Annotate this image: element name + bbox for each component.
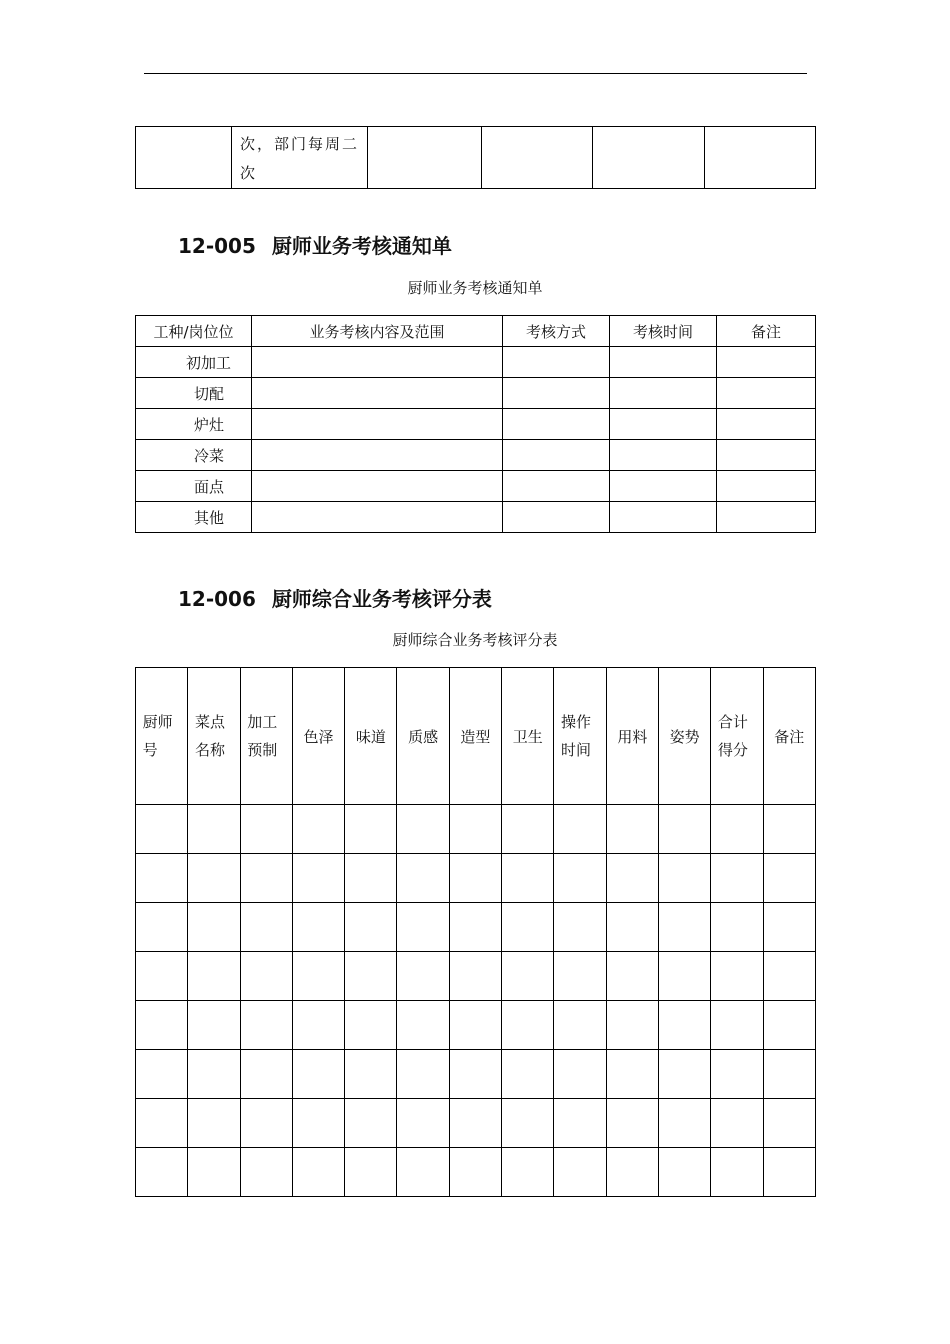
table-cell [136,1099,188,1148]
table-cell [449,952,501,1001]
table-cell [610,440,717,471]
row-label: 切配 [136,378,252,409]
table-cell [240,805,292,854]
table-cell [449,854,501,903]
table-cell [610,347,717,378]
column-header: 造型 [449,668,501,805]
table-cell [188,1001,240,1050]
table-cell [188,952,240,1001]
table-cell [554,952,606,1001]
table-cell [502,1001,554,1050]
table-row [136,440,816,471]
table-cell [554,854,606,903]
table-cell [763,805,815,854]
column-header: 用料 [606,668,658,805]
table-cell [554,805,606,854]
table-cell [136,854,188,903]
table-cell [606,1099,658,1148]
column-header: 姿势 [658,668,710,805]
table-cell [606,1001,658,1050]
table-cell [763,1099,815,1148]
table-cell [397,1148,449,1197]
table-cell [502,1099,554,1148]
table-cell [188,1050,240,1099]
table-cell [554,1099,606,1148]
table-cell [136,1001,188,1050]
table-header-row [136,668,816,805]
table-cell [136,805,188,854]
table-cell [252,409,503,440]
table-cell [502,854,554,903]
table-cell [658,1099,710,1148]
table-cell [610,502,717,533]
table-cell [449,1099,501,1148]
table-cell [711,1001,763,1050]
table-row [136,347,816,378]
table-cell [717,347,816,378]
table-cell [658,903,710,952]
table-cell [658,952,710,1001]
table-row [136,1099,816,1148]
column-header: 考核方式 [503,316,610,347]
table-cell [397,805,449,854]
table-cell [502,1050,554,1099]
table-cell [397,1050,449,1099]
table-cell [188,854,240,903]
column-header: 色泽 [292,668,344,805]
column-header: 工种/岗位位 [136,316,252,347]
section-title: 厨师业务考核通知单 [271,234,452,258]
table-row [136,1050,816,1099]
table-cell [503,347,610,378]
table-cell [292,903,344,952]
table-cell [240,854,292,903]
table-cell [449,805,501,854]
table-cell [711,1099,763,1148]
table-row [136,952,816,1001]
table-cell [292,1050,344,1099]
table-cell [711,952,763,1001]
table-cell [606,805,658,854]
table-cell [252,440,503,471]
table-cell [368,127,482,189]
table-cell [292,1099,344,1148]
table-row [136,502,816,533]
table-cell [449,1148,501,1197]
table-cell [606,1148,658,1197]
column-header: 业务考核内容及范围 [252,316,503,347]
table-cell [502,1148,554,1197]
table-row [136,1148,816,1197]
table-cell [606,952,658,1001]
table-cell [503,471,610,502]
table-cell [136,1148,188,1197]
score-table [135,667,816,1197]
table-cell [502,952,554,1001]
table-cell [763,854,815,903]
header-rule [144,73,807,74]
table-cell [240,1001,292,1050]
table-cell [188,1148,240,1197]
table-cell [397,952,449,1001]
table-row [136,378,816,409]
table-cell [136,127,232,189]
table-cell [345,903,397,952]
section-title: 厨师综合业务考核评分表 [271,587,492,611]
section-number: 12-005 [178,234,256,258]
column-header: 卫生 [502,668,554,805]
table-cell [658,1001,710,1050]
table-cell [503,409,610,440]
table-cell [763,1001,815,1050]
header-text: 菜点名称 [194,713,225,759]
row-label: 炉灶 [136,409,252,440]
table-cell [232,127,368,189]
table-cell [482,127,593,189]
table-row [136,854,816,903]
table-cell [449,903,501,952]
table-cell [610,471,717,502]
table-cell [711,903,763,952]
table-cell [763,1148,815,1197]
table-cell [397,1001,449,1050]
table-cell [711,805,763,854]
notice-table [135,315,816,533]
table-cell [397,854,449,903]
table-cell [711,1148,763,1197]
table-cell [606,903,658,952]
section-number: 12-006 [178,587,256,611]
table-row [136,409,816,440]
table-cell [136,903,188,952]
table-caption-005: 厨师业务考核通知单 [407,279,543,297]
table-cell [711,854,763,903]
table-cell [763,952,815,1001]
table-cell [345,854,397,903]
row-label: 冷菜 [136,440,252,471]
header-text: 厨师号 [142,713,173,759]
table-cell [345,1050,397,1099]
table-cell [503,378,610,409]
row-label: 其他 [136,502,252,533]
table-cell [717,409,816,440]
table-row [136,471,816,502]
table-cell [554,1001,606,1050]
column-header [240,668,292,805]
table-cell [292,1001,344,1050]
table-cell [711,1050,763,1099]
column-header: 味道 [345,668,397,805]
table-cell [292,805,344,854]
table-cell [240,1148,292,1197]
table-cell [503,502,610,533]
table-cell [610,378,717,409]
table-cell [658,1050,710,1099]
table-cell [345,952,397,1001]
table-cell [136,1050,188,1099]
table-cell [763,1050,815,1099]
column-header: 备注 [717,316,816,347]
table-cell [449,1050,501,1099]
table-cell [345,1001,397,1050]
table-cell [292,952,344,1001]
table-cell [397,903,449,952]
table-cell [252,347,503,378]
table-cell [240,952,292,1001]
table-caption-006: 厨师综合业务考核评分表 [392,631,558,649]
table-cell [554,1050,606,1099]
table-cell [188,1099,240,1148]
header-text: 合计得分 [717,713,748,759]
column-header [188,668,240,805]
table-cell [397,1099,449,1148]
table-row [136,127,816,189]
table-cell [188,903,240,952]
table-cell [292,854,344,903]
table-cell [593,127,705,189]
table-cell [763,903,815,952]
table-cell [449,1001,501,1050]
table-cell [717,440,816,471]
column-header [136,668,188,805]
column-header: 考核时间 [610,316,717,347]
table-cell [502,805,554,854]
table-cell [606,1050,658,1099]
table-cell [345,1148,397,1197]
table-cell [502,903,554,952]
table-cell [658,805,710,854]
table-row [136,1001,816,1050]
table-cell [345,1099,397,1148]
table-row [136,805,816,854]
table-cell [705,127,816,189]
section-heading-006 [178,583,492,612]
header-text: 加工预制 [247,713,278,759]
column-header [554,668,606,805]
table-cell [345,805,397,854]
table-cell [292,1148,344,1197]
header-text: 操作时间 [561,713,592,759]
section-heading-005 [178,230,452,259]
table-cell [606,854,658,903]
table-cell [252,502,503,533]
table-cell [717,502,816,533]
table-cell [188,805,240,854]
column-header: 备注 [763,668,815,805]
table-cell [658,1148,710,1197]
table-cell [240,903,292,952]
table-cell [717,471,816,502]
table-header-row [136,316,816,347]
column-header [711,668,763,805]
table-cell [503,440,610,471]
table-cell [610,409,717,440]
table-cell [554,903,606,952]
row-label: 面点 [136,471,252,502]
cell-text: 次，部门每周二次 [240,135,360,182]
table-cell [240,1099,292,1148]
table-row [136,903,816,952]
table-cell [240,1050,292,1099]
table-cell [658,854,710,903]
table-cell [717,378,816,409]
row-label: 初加工 [136,347,252,378]
column-header: 质感 [397,668,449,805]
table-cell [554,1148,606,1197]
table-cell [252,471,503,502]
continued-table [135,126,816,189]
table-cell [136,952,188,1001]
table-cell [252,378,503,409]
score-table-body [136,805,816,1197]
